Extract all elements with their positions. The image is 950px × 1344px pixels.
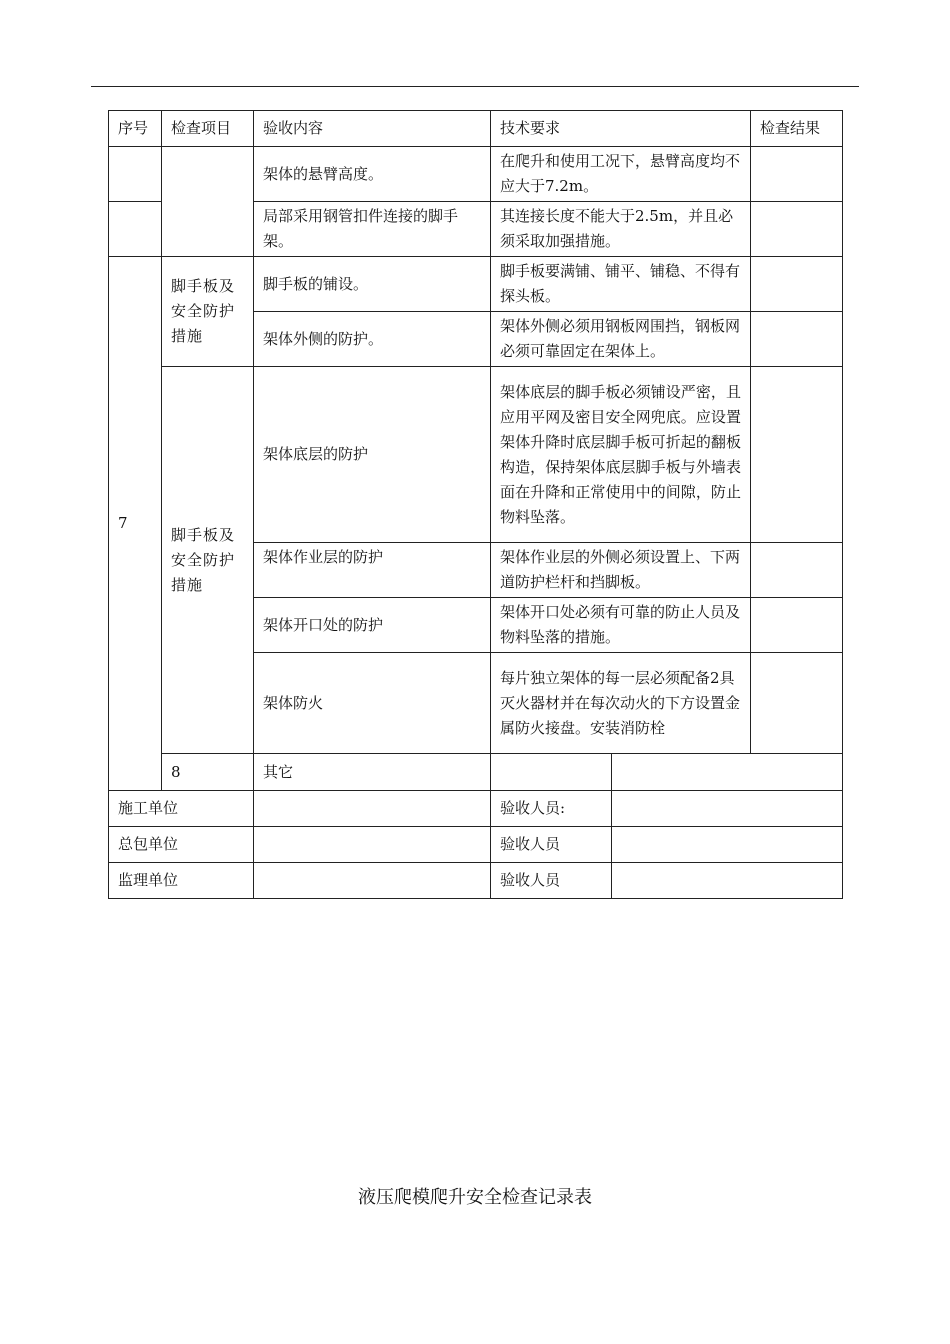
signoff-inspector-label: 验收人员: [491, 827, 612, 863]
table-header-row: [109, 111, 843, 147]
signoff-inspector-field[interactable]: [612, 827, 843, 863]
table-row: [109, 257, 843, 312]
cell-requirement: 脚手板要满铺、铺平、铺稳、不得有探头板。: [491, 257, 751, 312]
cell-no-empty: [109, 147, 162, 202]
header-result: 检查结果: [751, 111, 843, 147]
signoff-row: [109, 827, 843, 863]
cell-requirement: 架体外侧必须用钢板网围挡，钢板网必须可靠固定在架体上。: [491, 312, 751, 367]
table-row: [109, 147, 843, 202]
signoff-inspector-label: 验收人员: [491, 863, 612, 899]
cell-content: 架体开口处的防护: [254, 598, 491, 653]
header-rule: [91, 86, 859, 87]
cell-content: 局部采用钢管扣件连接的脚手架。: [254, 202, 491, 257]
cell-result[interactable]: [751, 598, 843, 653]
cell-content: 架体的悬臂高度。: [254, 147, 491, 202]
cell-no-empty: [109, 202, 162, 257]
signoff-inspector-field[interactable]: [612, 791, 843, 827]
cell-requirement-empty[interactable]: [612, 754, 843, 791]
cell-content: 脚手板的铺设。: [254, 257, 491, 312]
header-no: 序号: [109, 111, 162, 147]
cell-item-safety-b: 脚手板及安全防护措施: [162, 367, 254, 754]
cell-requirement: 架体作业层的外侧必须设置上、下两道防护栏杆和挡脚板。: [491, 543, 751, 598]
table-row-8: [109, 754, 843, 791]
cell-no-7: 7: [109, 257, 162, 791]
cell-content: 架体防火: [254, 653, 491, 754]
next-table-title: 液压爬模爬升安全检查记录表: [358, 1187, 592, 1208]
cell-requirement: 在爬升和使用工况下，悬臂高度均不应大于7.2m。: [491, 147, 751, 202]
signoff-unit-label: 监理单位: [109, 863, 254, 899]
signoff-unit-field[interactable]: [254, 791, 491, 827]
header-content: 验收内容: [254, 111, 491, 147]
cell-item-other: 其它: [254, 754, 491, 791]
cell-result[interactable]: [751, 653, 843, 754]
signoff-unit-field[interactable]: [254, 863, 491, 899]
cell-result[interactable]: [751, 312, 843, 367]
cell-requirement: 其连接长度不能大于2.5m，并且必须采取加强措施。: [491, 202, 751, 257]
header-requirement: 技术要求: [491, 111, 751, 147]
table-row: [109, 367, 843, 543]
cell-content: 架体外侧的防护。: [254, 312, 491, 367]
header-item: 检查项目: [162, 111, 254, 147]
signoff-unit-field[interactable]: [254, 827, 491, 863]
signoff-row: [109, 863, 843, 899]
cell-result[interactable]: [751, 367, 843, 543]
cell-result[interactable]: [751, 147, 843, 202]
cell-requirement: 架体底层的脚手板必须铺设严密，且应用平网及密目安全网兜底。应设置架体升降时底层脚手板可折起的翻板构造，保持架体底层脚手板与外墙表面在升降和正常使用中的间隙，防止物料坠落。: [491, 367, 751, 543]
cell-result[interactable]: [751, 257, 843, 312]
cell-item-empty: [162, 147, 254, 257]
cell-requirement: 架体开口处必须有可靠的防止人员及物料坠落的措施。: [491, 598, 751, 653]
cell-result[interactable]: [751, 543, 843, 598]
cell-content-empty[interactable]: [491, 754, 612, 791]
signoff-row: [109, 791, 843, 827]
signoff-inspector-label: 验收人员:: [491, 791, 612, 827]
cell-result[interactable]: [751, 202, 843, 257]
cell-content: 架体底层的防护: [254, 367, 491, 543]
signoff-inspector-field[interactable]: [612, 863, 843, 899]
signoff-unit-label: 总包单位: [109, 827, 254, 863]
cell-no-8: 8: [162, 754, 254, 791]
cell-requirement: 每片独立架体的每一层必须配备2具灭火器材并在每次动火的下方设置金属防火接盘。安装消防栓: [491, 653, 751, 754]
cell-content: 架体作业层的防护: [254, 543, 491, 598]
inspection-table: [108, 110, 843, 899]
signoff-unit-label: 施工单位: [109, 791, 254, 827]
cell-item-safety-a: 脚手板及安全防护措施: [162, 257, 254, 367]
